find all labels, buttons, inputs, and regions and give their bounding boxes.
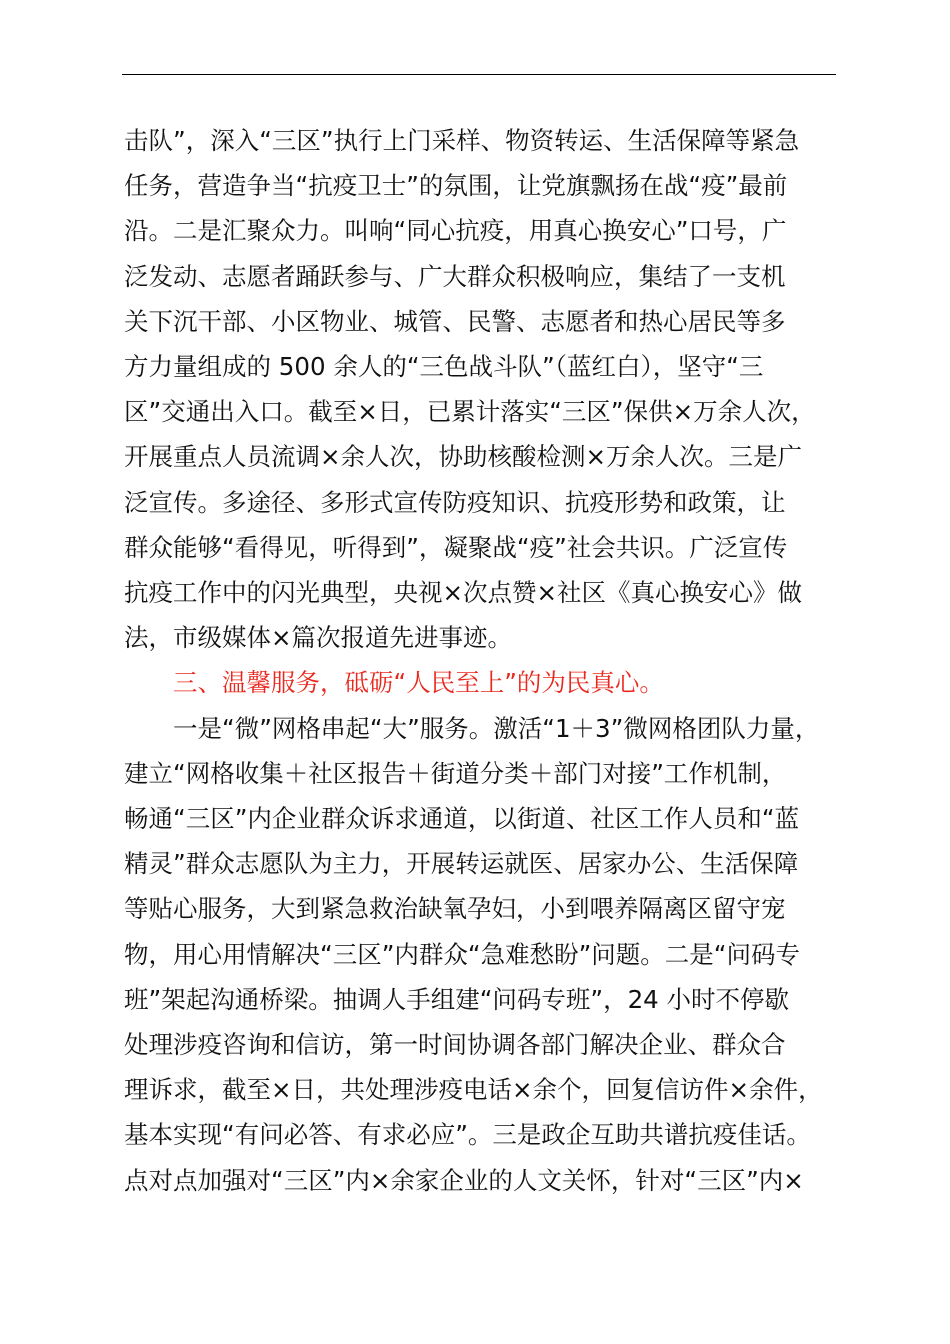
body-line: 处理涉疫咨询和信访，第一时间协调各部门解决企业、群众合 [124,1030,786,1060]
body-line: 击队”，深入“三区”执行上门采样、物资转运、生活保障等紧急 [124,126,800,155]
body-line: 法，市级媒体×篇次报道先进事迹。 [124,623,513,653]
header-rule [122,74,836,75]
body-line: 等贴心服务，大到紧急救治缺氧孕妇，小到喂养隔离区留守宠 [124,894,786,924]
body-line: 建立“网格收集＋社区报告＋街道分类＋部门对接”工作机制， [124,758,787,788]
body-line: 沿。二是汇聚众力。叫响“同心抗疫，用真心换安心”口号，广 [124,216,787,246]
section-heading: 三、温馨服务，砥砺“人民至上”的为民真心。 [173,668,664,698]
body-line: 群众能够“看得见，听得到”，凝聚战“疫”社会共识。广泛宣传 [124,532,788,562]
body-line: 点对点加强对“三区”内×余家企业的人文关怀，针对“三区”内× [124,1165,804,1195]
body-line: 班”架起沟通桥梁。抽调人手组建“问码专班”，24 小时不停歇 [124,984,790,1014]
body-line: 区”交通出入口。截至×日，已累计落实“三区”保供×万余人次， [124,397,816,427]
body-line: 一是“微”网格串起“大”服务。激活“1＋3”微网格团队力量， [173,713,820,743]
body-line: 关下沉干部、小区物业、城管、民警、志愿者和热心居民等多 [124,306,786,336]
body-line: 开展重点人员流调×余人次，协助核酸检测×万余人次。三是广 [124,442,803,472]
body-line: 畅通“三区”内企业群众诉求通道，以街道、社区工作人员和“蓝 [124,804,800,834]
body-line: 任务，营造争当“抗疫卫士”的氛围，让党旗飘扬在战“疫”最前 [124,171,788,201]
body-line: 泛发动、志愿者踊跃参与、广大群众积极响应，集结了一支机 [124,261,786,291]
body-line: 基本实现“有问必答、有求必应”。三是政企互助共谱抗疫佳话。 [124,1120,811,1150]
body-line: 理诉求，截至×日，共处理涉疫电话×余个，回复信访件×余件， [124,1075,823,1105]
body-line: 抗疫工作中的闪光典型，央视×次点赞×社区《真心换安心》做 [124,578,803,608]
body-line: 泛宣传。多途径、多形式宣传防疫知识、抗疫形势和政策，让 [124,487,786,517]
body-line: 精灵”群众志愿队为主力，开展转运就医、居家办公、生活保障 [124,849,799,879]
body-line: 方力量组成的 500 余人的“三色战斗队”（蓝红白），坚守“三 [124,352,764,382]
document-body [124,118,858,1203]
body-line: 物，用心用情解决“三区”内群众“急难愁盼”问题。二是“问码专 [124,939,800,969]
